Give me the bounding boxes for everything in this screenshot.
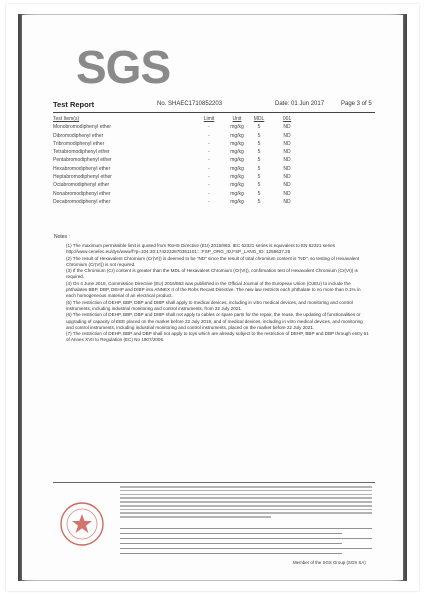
table-cell: - [208,124,210,131]
note-item: (3) If the Chromium (Cr) content is greater than the MDL of Hexavalent Chromium (Cr(VI)), confirmation test of Hexavalent Chromium (Cr(VI)) is required. [66,268,358,280]
report-number: No. SHAEC1710852203 [157,101,223,107]
address-line [120,553,342,554]
table-cell: Octabromodiphenyl ether [53,182,110,189]
table-cell: Tetrabromodiphenyl ether [53,149,110,156]
fine-print-line [120,516,271,518]
notes-label: Notes : [54,234,70,240]
table-cell: ND [283,182,291,189]
table-row [53,124,375,132]
table-cell: 5 [257,174,261,181]
sgs-logo: SGS [76,41,171,93]
table-row [53,166,375,174]
table-cell: 5 [257,165,261,172]
table-cell: - [208,140,210,147]
table-cell: Heptabromodiphenyl ether [53,174,112,181]
col-header-unit: Unit [232,116,242,122]
results-table [53,116,375,207]
table-cell: Tribromodiphenyl ether [53,140,105,147]
table-cell: mg/kg [230,132,244,139]
table-row [53,133,375,141]
table-row [53,141,375,149]
table-cell: mg/kg [230,190,244,197]
table-cell: ND [283,140,291,147]
report-date: Date: 01 Jun 2017 [275,101,325,107]
table-cell: mg/kg [230,165,244,172]
table-cell: ND [283,190,291,197]
table-cell: ND [283,149,291,156]
col-header-limit: Limit [203,116,215,122]
table-cell: mg/kg [230,140,244,147]
seal-stamp-icon [58,500,106,548]
table-cell: - [208,132,210,139]
note-item: (7) The restriction of DEHP, BBP and DBP shall not apply to toys which are already subject to the restriction of DEHP, BBP and DBP through entry 51 of Annex XVII to Regulation (EC) No 1907/2006. [66,331,369,343]
note-item: (2) The result of Hexavalent Chromium (Cr(VI)) is deemed to be "ND" since the result of total chromium content is "ND", so testing of Hexavalent Chromium (Cr(VI)) is not required. [66,255,360,267]
table-cell: mg/kg [230,157,244,164]
table-cell: Decabromodiphenyl ether [53,198,111,205]
fine-print-line [120,497,372,499]
fine-print-line [120,501,372,503]
table-cell: ND [283,157,291,164]
note-item: (5) The restriction of DEHP, BBP, DBP and DIBP shall apply to medical devices, including in vitro medical devices, and monitoring and control instruments, including industrial monitoring and control instruments, from 22 July 2021. [66,299,353,311]
table-cell: mg/kg [230,149,244,156]
report-title: Test Report [53,100,95,109]
table-row [53,157,375,165]
table-cell: - [208,190,210,197]
table-row [53,191,375,199]
note-item: (6) The restriction of DEHP, BBP, DBP and DIBP shall not apply to cables or spare parts for the repair, the reuse, the updating of functionalities or upgrading of capacity of EEE placed on the market before 22 July 2019, and of medical devices, including in vitro medical devices, and monitoring and control instruments, including industrial monitoring and control instruments, placed on the market before 22 July 2021. [66,312,363,330]
table-row [53,174,375,182]
table-cell: mg/kg [230,124,244,131]
table-cell: 5 [257,198,261,205]
table-cell: - [208,198,210,205]
table-cell: - [208,174,210,181]
table-cell: mg/kg [230,174,244,181]
table-cell: mg/kg [230,182,244,189]
fine-print-line [120,490,372,492]
table-cell: ND [283,165,291,172]
table-cell: Nonabromodiphenyl ether [53,190,111,197]
table-cell: ND [283,198,291,205]
table-row [53,149,375,157]
fine-print-line [120,509,372,511]
address-line [120,538,372,539]
note-item: (4) On 4 June 2015, Commission Directive (EU) 2015/863 was published in the Official Journal of the European Union (OJEU) to include the phthalates BBP, DBP, DEHP and DIBP into ANNEX II of the Rohs Recast Directive. The new law restricts each phthalate to no more than 0.1% in each homogeneous material of an electrical product. [66,280,361,299]
address-line [120,543,342,544]
note-item: (1) The maximum permissible limit is quoted from RoHS Directive (EU) 2015/863. IEC 62321 series is equivalent to EN 62321 series http://www.cenelec.eu/dyn/www/f?p=104:30:1742232870351101::::FSP_ORG_ID,FSP_LANG_ID: 1258637,25 [66,243,336,255]
address-line [120,533,342,534]
table-cell: 5 [257,124,261,131]
table-row [53,182,375,190]
company-address-block [120,528,372,558]
table-cell: Pentabromodiphenyl ether [53,157,112,164]
fine-print-line [120,494,372,496]
table-cell: mg/kg [230,198,244,205]
table-cell: Dibromodiphenyl ether [53,132,104,139]
table-cell: - [208,149,210,156]
table-cell: Hexabromodiphenyl ether [53,165,111,172]
table-row [53,199,375,207]
table-cell: ND [283,174,291,181]
table-cell: - [208,165,210,172]
table-cell: - [208,157,210,164]
table-header-row [53,116,375,124]
terms-fine-print [120,486,372,524]
notes-list [66,243,370,344]
header-divider [53,112,375,113]
sgs-group-membership: Member of the SGS Group (SGS SA) [293,560,366,565]
footer-divider [53,482,375,483]
page-indicator: Page 3 of 5 [341,101,372,107]
table-cell: Monobromodiphenyl ether [53,124,112,131]
table-cell: ND [283,124,291,131]
address-line [120,528,372,529]
fine-print-line [120,486,372,488]
col-header-mdl: MDL [253,116,265,122]
table-cell: - [208,182,210,189]
col-header-result: 001 [282,116,292,122]
table-cell: 5 [257,140,261,147]
col-header-item: Test Item(s) [53,116,80,122]
table-cell: 5 [257,157,261,164]
fine-print-line [120,512,372,514]
table-cell: 5 [257,132,261,139]
table-cell: 5 [257,190,261,197]
table-cell: 5 [257,182,261,189]
table-cell: 5 [257,149,261,156]
report-header [53,100,373,112]
address-line [120,548,372,549]
fine-print-line [120,505,372,507]
table-cell: ND [283,132,291,139]
